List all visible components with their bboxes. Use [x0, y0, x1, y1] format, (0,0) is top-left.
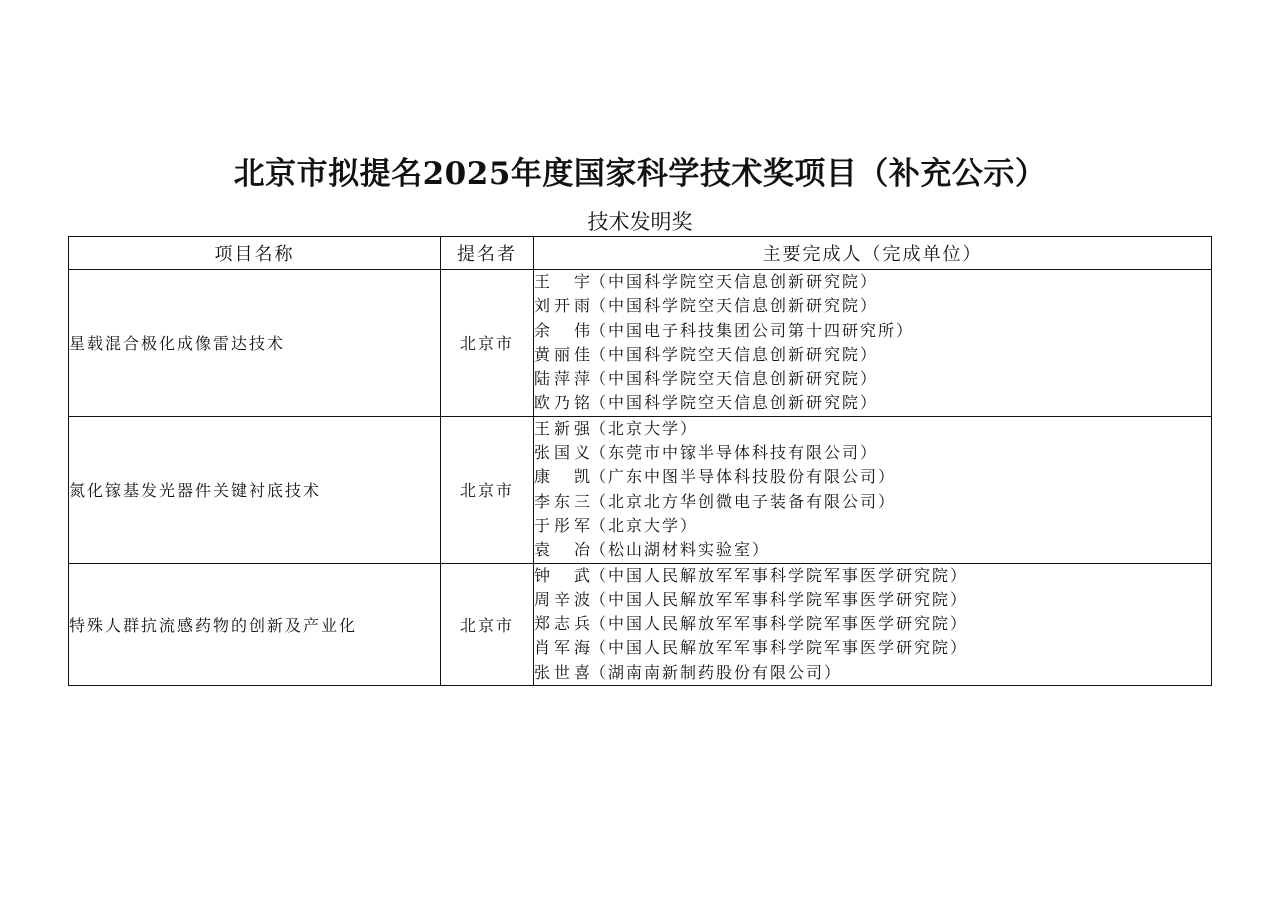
member-unit: （广东中图半导体科技股份有限公司）	[590, 467, 897, 487]
member-unit: （北京大学）	[590, 418, 699, 438]
header-main-members: 主要完成人（完成单位）	[534, 237, 1212, 270]
member-entry	[534, 270, 1211, 294]
members-cell	[534, 563, 1212, 685]
member-name: 黄丽佳	[534, 344, 590, 364]
project-name-cell: 星载混合极化成像雷达技术	[69, 270, 441, 417]
member-name: 刘开雨	[534, 296, 590, 316]
member-entry	[534, 417, 1211, 441]
member-unit: （中国人民解放军军事科学院军事医学研究院）	[590, 638, 969, 658]
member-entry	[534, 319, 1211, 343]
member-unit: （中国科学院空天信息创新研究院）	[590, 393, 879, 413]
member-name: 袁冶	[534, 540, 590, 560]
member-name: 肖军海	[534, 638, 590, 658]
member-name: 王宇	[534, 272, 590, 291]
member-entry	[534, 636, 1211, 660]
table-row	[69, 563, 1212, 685]
member-unit: （中国人民解放军军事科学院军事医学研究院）	[590, 614, 969, 634]
member-entry	[534, 391, 1211, 415]
member-name: 张世喜	[534, 662, 590, 682]
member-name: 陆萍萍	[534, 369, 590, 389]
member-name: 余伟	[534, 320, 590, 340]
member-unit: （北京北方华创微电子装备有限公司）	[590, 491, 897, 511]
nominator-cell: 北京市	[441, 416, 534, 563]
members-cell	[534, 270, 1212, 417]
member-entry	[534, 514, 1211, 538]
member-entry	[534, 343, 1211, 367]
member-unit: （中国科学院空天信息创新研究院）	[590, 272, 879, 291]
project-name-cell: 特殊人群抗流感药物的创新及产业化	[69, 563, 441, 685]
member-entry	[534, 441, 1211, 465]
member-unit: （中国科学院空天信息创新研究院）	[590, 296, 879, 316]
member-name: 欧乃铭	[534, 393, 590, 413]
member-name: 康凯	[534, 467, 590, 487]
member-name: 王新强	[534, 418, 590, 438]
table-row	[69, 270, 1212, 417]
member-unit: （中国人民解放军军事科学院军事医学研究院）	[590, 565, 969, 585]
member-entry	[534, 588, 1211, 612]
member-unit: （北京大学）	[590, 515, 699, 535]
member-unit: （东莞市中镓半导体科技有限公司）	[590, 443, 879, 463]
member-name: 于彤军	[534, 515, 590, 535]
member-entry	[534, 538, 1211, 562]
member-entry	[534, 465, 1211, 489]
member-name: 周辛波	[534, 589, 590, 609]
member-unit: （湖南南新制药股份有限公司）	[590, 662, 843, 682]
member-unit: （松山湖材料实验室）	[590, 540, 771, 560]
nominator-cell: 北京市	[441, 270, 534, 417]
member-unit: （中国科学院空天信息创新研究院）	[590, 369, 879, 389]
members-cell	[534, 416, 1212, 563]
project-name-cell: 氮化镓基发光器件关键衬底技术	[69, 416, 441, 563]
member-entry	[534, 367, 1211, 391]
member-name: 钟武	[534, 565, 590, 585]
member-name: 李东三	[534, 491, 590, 511]
header-nominator: 提名者	[441, 237, 534, 270]
table-row	[69, 416, 1212, 563]
member-name: 张国义	[534, 443, 590, 463]
award-table	[68, 236, 1212, 686]
member-entry	[534, 294, 1211, 318]
member-unit: （中国电子科技集团公司第十四研究所）	[590, 320, 915, 340]
member-entry	[534, 490, 1211, 514]
member-entry	[534, 612, 1211, 636]
table-header-row	[69, 237, 1212, 270]
member-entry	[534, 661, 1211, 685]
section-title: 技术发明奖	[587, 210, 693, 234]
nominator-cell: 北京市	[441, 563, 534, 685]
member-entry	[534, 564, 1211, 588]
member-name: 郑志兵	[534, 614, 590, 634]
page-title: 北京市拟提名2025年度国家科学技术奖项目（补充公示）	[233, 156, 1047, 192]
header-project-name: 项目名称	[69, 237, 441, 270]
member-unit: （中国科学院空天信息创新研究院）	[590, 344, 879, 364]
member-unit: （中国人民解放军军事科学院军事医学研究院）	[590, 589, 969, 609]
